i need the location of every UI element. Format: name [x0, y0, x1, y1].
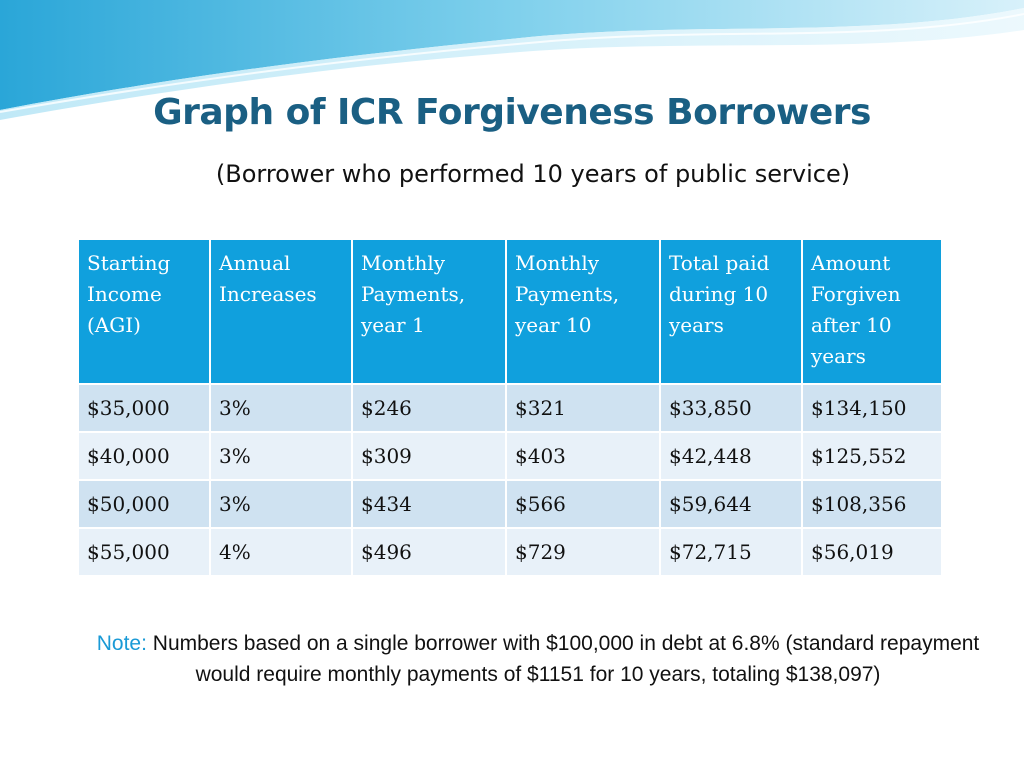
- cell-monthly-year10: $321: [506, 384, 660, 432]
- note-text: Numbers based on a single borrower with $100,000 in debt at 6.8% (standard repayment would require monthly payments of $1151 for 10 years, totaling $138,097): [146, 632, 980, 686]
- header-monthly-year1: Monthly Payments, year 1: [352, 239, 506, 384]
- slide-title: Graph of ICR Forgiveness Borrowers: [153, 92, 871, 133]
- cell-annual-increase: 4%: [210, 528, 352, 576]
- header-starting-income: Starting Income (AGI): [78, 239, 210, 384]
- forgiveness-table: [77, 238, 943, 577]
- cell-annual-increase: 3%: [210, 480, 352, 528]
- table-row: [78, 384, 942, 432]
- cell-starting-income: $55,000: [78, 528, 210, 576]
- header-amount-forgiven: Amount Forgiven after 10 years: [802, 239, 942, 384]
- cell-monthly-year10: $403: [506, 432, 660, 480]
- table-row: [78, 432, 942, 480]
- cell-monthly-year1: $309: [352, 432, 506, 480]
- table-header-row: [78, 239, 942, 384]
- cell-monthly-year10: $729: [506, 528, 660, 576]
- cell-amount-forgiven: $125,552: [802, 432, 942, 480]
- cell-starting-income: $50,000: [78, 480, 210, 528]
- cell-total-paid: $72,715: [660, 528, 802, 576]
- cell-amount-forgiven: $108,356: [802, 480, 942, 528]
- cell-monthly-year1: $434: [352, 480, 506, 528]
- cell-total-paid: $33,850: [660, 384, 802, 432]
- note-label: Note:: [96, 632, 147, 655]
- cell-starting-income: $35,000: [78, 384, 210, 432]
- table-row: [78, 528, 942, 576]
- cell-amount-forgiven: $56,019: [802, 528, 942, 576]
- footnote: [90, 628, 986, 690]
- cell-total-paid: $59,644: [660, 480, 802, 528]
- cell-annual-increase: 3%: [210, 432, 352, 480]
- cell-annual-increase: 3%: [210, 384, 352, 432]
- cell-total-paid: $42,448: [660, 432, 802, 480]
- header-monthly-year10: Monthly Payments, year 10: [506, 239, 660, 384]
- cell-starting-income: $40,000: [78, 432, 210, 480]
- header-total-paid: Total paid during 10 years: [660, 239, 802, 384]
- slide-subtitle: (Borrower who performed 10 years of public service): [215, 160, 851, 188]
- cell-amount-forgiven: $134,150: [802, 384, 942, 432]
- cell-monthly-year10: $566: [506, 480, 660, 528]
- cell-monthly-year1: $246: [352, 384, 506, 432]
- table-row: [78, 480, 942, 528]
- header-annual-increases: Annual Increases: [210, 239, 352, 384]
- cell-monthly-year1: $496: [352, 528, 506, 576]
